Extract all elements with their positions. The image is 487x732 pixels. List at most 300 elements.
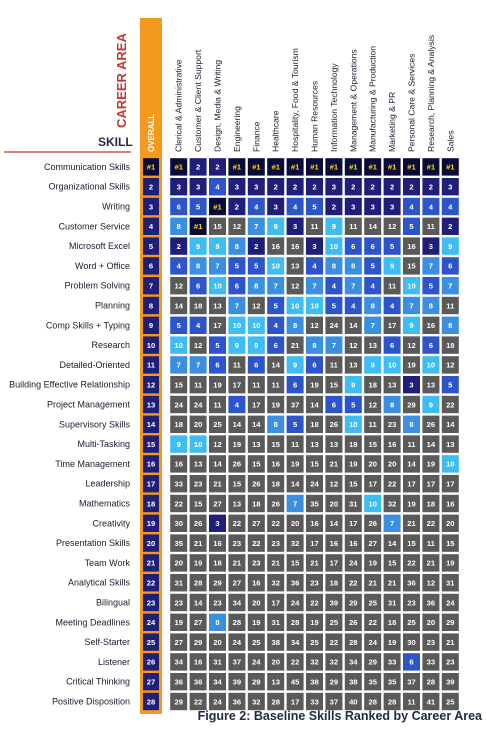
rank-value: 26 bbox=[368, 519, 377, 529]
rank-value: 5 bbox=[254, 261, 259, 271]
rank-value: 12 bbox=[290, 281, 300, 291]
skill-label: Listener bbox=[97, 656, 130, 667]
rank-value: 5 bbox=[409, 222, 414, 232]
rank-value: 3 bbox=[428, 241, 434, 251]
rank-value: 12 bbox=[252, 301, 261, 311]
rank-value: 21 bbox=[426, 558, 436, 568]
rank-value: 9 bbox=[292, 360, 298, 370]
rank-value: 15 bbox=[290, 558, 300, 568]
rank-value: 21 bbox=[193, 538, 203, 548]
rank-value: 24 bbox=[368, 637, 377, 647]
rank-value: 29 bbox=[446, 618, 455, 628]
rank-value: 7 bbox=[389, 519, 395, 529]
rank-value: 28 bbox=[426, 677, 436, 687]
rank-value: 15 bbox=[271, 439, 280, 449]
rank-value: 8 bbox=[370, 301, 375, 311]
rank-value: 20 bbox=[213, 637, 222, 647]
rank-value: 13 bbox=[446, 439, 455, 449]
rank-value: 7 bbox=[234, 301, 240, 311]
rank-value: 19 bbox=[271, 400, 280, 410]
rank-value: 10 bbox=[193, 439, 203, 449]
rank-value: 15 bbox=[407, 261, 416, 271]
rank-value: 13 bbox=[349, 360, 358, 370]
rank-value: 21 bbox=[407, 519, 416, 529]
rank-value: 36 bbox=[193, 677, 203, 687]
rank-value: 28 bbox=[349, 637, 358, 647]
rank-value: 15 bbox=[446, 538, 455, 548]
rank-value: 32 bbox=[310, 657, 319, 667]
rank-value: 3 bbox=[409, 380, 414, 390]
rank-value: 14 bbox=[232, 420, 242, 430]
rank-value: 29 bbox=[368, 657, 377, 667]
rank-value: 26 bbox=[252, 479, 261, 489]
rank-value: 18 bbox=[426, 499, 436, 509]
column-header: Customer & Client Support bbox=[193, 49, 204, 152]
skill-label: Word + Office bbox=[75, 260, 130, 271]
rank-value: 10 bbox=[290, 301, 300, 311]
rank-value: 22 bbox=[271, 519, 280, 529]
rank-value: 6 bbox=[254, 360, 259, 370]
rank-value: 20 bbox=[368, 459, 377, 469]
rank-value: 45 bbox=[290, 677, 300, 687]
rank-value: 37 bbox=[329, 697, 339, 707]
rank-value: 16 bbox=[407, 241, 416, 251]
rank-value: 16 bbox=[290, 241, 300, 251]
rank-value: 29 bbox=[174, 697, 183, 707]
rank-value: 5 bbox=[428, 281, 434, 291]
rank-value: 4 bbox=[389, 301, 395, 311]
rank-value: 17 bbox=[446, 479, 455, 489]
rank-value: #1 bbox=[174, 162, 183, 172]
rank-value: 7 bbox=[254, 222, 259, 232]
rank-value: 19 bbox=[252, 618, 261, 628]
rank-value: 32 bbox=[387, 499, 397, 509]
rank-value: 5 bbox=[351, 400, 356, 410]
column-header-layer bbox=[174, 35, 456, 152]
rank-value: 32 bbox=[271, 578, 280, 588]
rank-value: 12 bbox=[349, 340, 358, 350]
rank-value: 25 bbox=[329, 618, 339, 628]
rank-value: 12 bbox=[193, 340, 203, 350]
rank-value: 37 bbox=[407, 677, 416, 687]
rank-value: 20 bbox=[174, 558, 183, 568]
rank-value: 11 bbox=[194, 380, 203, 390]
rank-value: 28 bbox=[232, 618, 242, 628]
rank-value: 21 bbox=[271, 558, 280, 568]
rank-value: 18 bbox=[368, 380, 377, 390]
rank-value: 13 bbox=[387, 380, 397, 390]
rank-value: 17 bbox=[387, 321, 397, 331]
skill-label: Detailed-Oriented bbox=[59, 359, 130, 370]
rank-value: 24 bbox=[290, 598, 300, 608]
rank-value: 19 bbox=[407, 360, 416, 370]
rank-value: 16 bbox=[271, 459, 280, 469]
rank-value: 29 bbox=[213, 578, 222, 588]
rank-value: 3 bbox=[292, 222, 298, 232]
rank-value: 16 bbox=[349, 538, 358, 548]
rank-value: #1 bbox=[193, 222, 203, 232]
rank-value: 3 bbox=[195, 182, 201, 192]
skill-label: Analytical Skills bbox=[67, 577, 130, 588]
rank-value: 10 bbox=[329, 241, 339, 251]
rank-value: 28 bbox=[368, 697, 377, 707]
rank-value: 15 bbox=[232, 479, 242, 489]
rank-value: 19 bbox=[310, 618, 319, 628]
rank-value: 6 bbox=[331, 400, 337, 410]
rank-value: 13 bbox=[271, 677, 280, 687]
column-header: Manufacturing & Production bbox=[367, 45, 378, 152]
overall-rank-value: 2 bbox=[148, 182, 154, 192]
rank-value: 6 bbox=[428, 340, 434, 350]
rank-value: 2 bbox=[389, 182, 395, 192]
skill-label: Self-Starter bbox=[84, 637, 130, 648]
rank-value: 21 bbox=[290, 340, 300, 350]
rank-value: 14 bbox=[193, 598, 203, 608]
rank-value: 14 bbox=[310, 400, 319, 410]
skill-label: Meeting Deadlines bbox=[55, 617, 130, 628]
skill-label: Customer Service bbox=[58, 221, 130, 232]
rank-value: 25 bbox=[446, 697, 455, 707]
career-area-title: CAREER AREA bbox=[114, 33, 129, 128]
rank-value: 39 bbox=[446, 677, 455, 687]
rank-value: 4 bbox=[176, 261, 181, 271]
rank-value: 9 bbox=[428, 400, 434, 410]
rank-value: 31 bbox=[271, 618, 280, 628]
rank-value: 11 bbox=[213, 400, 222, 410]
rank-value: 19 bbox=[174, 618, 183, 628]
rank-value: 11 bbox=[446, 301, 455, 311]
rank-value: 36 bbox=[232, 697, 242, 707]
rank-value: 7 bbox=[370, 321, 375, 331]
rank-value: 5 bbox=[370, 261, 375, 271]
rank-value: 4 bbox=[215, 182, 220, 192]
overall-rank-value: 10 bbox=[146, 340, 156, 350]
rank-value: 14 bbox=[271, 360, 280, 370]
skill-label: Planning bbox=[94, 300, 130, 311]
column-header: Research, Planning & Analysis bbox=[425, 34, 436, 152]
rank-value: 33 bbox=[310, 697, 319, 707]
rank-value: 19 bbox=[387, 637, 397, 647]
rank-value: #1 bbox=[232, 162, 242, 172]
rank-value: 3 bbox=[176, 182, 181, 192]
column-header: Healthcare bbox=[270, 110, 281, 152]
skill-label: Presentation Skills bbox=[55, 538, 130, 549]
rank-value: 5 bbox=[273, 301, 278, 311]
rank-value: 15 bbox=[252, 459, 261, 469]
rank-value: #1 bbox=[252, 162, 261, 172]
rank-value: 11 bbox=[407, 439, 416, 449]
rank-value: 11 bbox=[426, 538, 435, 548]
rank-value: 2 bbox=[234, 202, 240, 212]
rank-value: 25 bbox=[252, 637, 261, 647]
rank-value: 21 bbox=[310, 558, 319, 568]
rank-value: 4 bbox=[370, 281, 375, 291]
rank-value: 2 bbox=[254, 241, 259, 251]
rank-value: 3 bbox=[351, 202, 356, 212]
rank-value: 8 bbox=[195, 261, 201, 271]
rank-value: 19 bbox=[349, 459, 358, 469]
rank-value: 4 bbox=[448, 202, 453, 212]
rank-value: 6 bbox=[370, 241, 375, 251]
rank-value: 6 bbox=[389, 340, 395, 350]
rank-value: 29 bbox=[193, 637, 203, 647]
skill-label: Creativity bbox=[92, 518, 130, 529]
rank-value: 25 bbox=[213, 420, 222, 430]
rank-value: 14 bbox=[329, 519, 339, 529]
rank-value: 13 bbox=[426, 380, 436, 390]
heatmap-grid bbox=[143, 158, 459, 710]
rank-value: 18 bbox=[349, 439, 358, 449]
rank-value: 2 bbox=[176, 241, 181, 251]
rank-value: 28 bbox=[271, 697, 280, 707]
rank-value: 8 bbox=[215, 618, 220, 628]
rank-value: 4 bbox=[428, 202, 434, 212]
rank-value: 7 bbox=[215, 261, 220, 271]
rank-value: 7 bbox=[448, 281, 453, 291]
rank-value: 23 bbox=[232, 538, 242, 548]
rank-value: 26 bbox=[232, 459, 242, 469]
rank-value: 15 bbox=[329, 380, 339, 390]
overall-rank-value: 6 bbox=[148, 261, 154, 271]
rank-value: 19 bbox=[310, 380, 319, 390]
rank-value: 38 bbox=[349, 677, 358, 687]
rank-value: 16 bbox=[446, 499, 455, 509]
overall-rank-value: #1 bbox=[146, 162, 156, 172]
rank-value: 33 bbox=[174, 479, 183, 489]
rank-value: 16 bbox=[387, 439, 397, 449]
rank-value: 12 bbox=[213, 439, 222, 449]
rank-value: 2 bbox=[312, 182, 317, 192]
rank-value: 27 bbox=[174, 637, 183, 647]
rank-value: 18 bbox=[213, 558, 222, 568]
rank-value: 2 bbox=[448, 222, 453, 232]
rank-value: 16 bbox=[252, 578, 261, 588]
rank-value: 11 bbox=[232, 360, 241, 370]
rank-value: 12 bbox=[426, 578, 436, 588]
rank-value: 23 bbox=[252, 558, 261, 568]
rank-value: 22 bbox=[252, 538, 261, 548]
rank-value: 34 bbox=[232, 598, 242, 608]
skill-label: Problem Solving bbox=[64, 280, 130, 291]
skill-labels bbox=[9, 162, 130, 707]
rank-value: 15 bbox=[387, 558, 397, 568]
rank-value: 18 bbox=[271, 479, 280, 489]
rank-value: 2 bbox=[215, 162, 220, 172]
rank-value: 26 bbox=[271, 499, 280, 509]
rank-value: 29 bbox=[329, 677, 339, 687]
rank-value: 13 bbox=[310, 439, 319, 449]
rank-value: #1 bbox=[407, 162, 416, 172]
rank-value: 11 bbox=[271, 380, 280, 390]
rank-value: 11 bbox=[349, 222, 358, 232]
rank-value: #1 bbox=[310, 162, 319, 172]
rank-value: 11 bbox=[252, 380, 261, 390]
rank-value: 7 bbox=[273, 281, 278, 291]
rank-value: 41 bbox=[426, 697, 436, 707]
rank-value: 37 bbox=[232, 657, 242, 667]
rank-value: 22 bbox=[310, 598, 319, 608]
rank-value: 22 bbox=[446, 400, 455, 410]
rank-value: 39 bbox=[232, 677, 242, 687]
rank-value: 22 bbox=[387, 479, 397, 489]
rank-value: 34 bbox=[290, 637, 300, 647]
rank-value: 5 bbox=[292, 420, 298, 430]
rank-value: 28 bbox=[193, 578, 203, 588]
rank-value: 14 bbox=[446, 420, 455, 430]
rank-value: 21 bbox=[232, 558, 242, 568]
rank-value: 14 bbox=[407, 459, 416, 469]
rank-value: 10 bbox=[387, 360, 397, 370]
rank-value: 19 bbox=[426, 459, 436, 469]
rank-value: 7 bbox=[409, 301, 414, 311]
rank-value: 6 bbox=[273, 340, 278, 350]
rank-value: 29 bbox=[407, 400, 416, 410]
overall-rank-value: 9 bbox=[148, 321, 154, 331]
rank-value: 5 bbox=[234, 261, 240, 271]
rank-value: 22 bbox=[193, 697, 203, 707]
rank-value: 36 bbox=[407, 578, 416, 588]
rank-value: 27 bbox=[232, 578, 242, 588]
rank-value: 7 bbox=[312, 281, 317, 291]
rank-value: 39 bbox=[329, 598, 339, 608]
rank-value: 15 bbox=[213, 222, 222, 232]
rank-value: 2 bbox=[195, 162, 201, 172]
rank-value: 20 bbox=[193, 420, 203, 430]
rank-value: #1 bbox=[271, 162, 280, 172]
rank-value: 2 bbox=[292, 182, 298, 192]
rank-value: 23 bbox=[446, 657, 455, 667]
rank-value: 24 bbox=[174, 400, 183, 410]
rank-value: 22 bbox=[174, 499, 183, 509]
rank-value: 22 bbox=[426, 519, 436, 529]
rank-value: 17 bbox=[252, 400, 261, 410]
rank-value: 18 bbox=[446, 340, 455, 350]
rank-value: 17 bbox=[368, 479, 377, 489]
rank-value: 8 bbox=[409, 420, 414, 430]
skill-axis-title: SKILL bbox=[98, 135, 133, 149]
rank-value: 3 bbox=[273, 202, 278, 212]
rank-value: 22 bbox=[290, 657, 300, 667]
rank-value: 15 bbox=[407, 538, 416, 548]
skill-label: Team Work bbox=[84, 557, 130, 568]
rank-value: 36 bbox=[290, 578, 300, 588]
rank-value: 9 bbox=[273, 222, 278, 232]
rank-value: 6 bbox=[195, 281, 201, 291]
rank-value: 18 bbox=[174, 420, 183, 430]
rank-value: 9 bbox=[331, 222, 337, 232]
rank-value: 19 bbox=[290, 459, 300, 469]
rank-value: 34 bbox=[349, 657, 358, 667]
rank-value: 27 bbox=[213, 499, 222, 509]
overall-rank-value: 22 bbox=[146, 578, 156, 588]
rank-value: 3 bbox=[234, 182, 240, 192]
rank-value: 25 bbox=[310, 637, 319, 647]
rank-value: 9 bbox=[351, 380, 356, 390]
rank-value: 10 bbox=[446, 459, 455, 469]
rank-value: 36 bbox=[174, 677, 183, 687]
rank-value: 5 bbox=[389, 241, 395, 251]
rank-value: 14 bbox=[426, 439, 436, 449]
rank-value: 15 bbox=[310, 459, 319, 469]
rank-value: 21 bbox=[446, 637, 455, 647]
rank-value: 30 bbox=[407, 637, 416, 647]
rank-value: 35 bbox=[310, 499, 319, 509]
rank-value: 10 bbox=[407, 281, 416, 291]
rank-value: 29 bbox=[349, 598, 358, 608]
rank-value: 14 bbox=[174, 301, 183, 311]
rank-value: 7 bbox=[351, 281, 356, 291]
rank-value: 34 bbox=[174, 657, 183, 667]
rank-value: 17 bbox=[310, 538, 319, 548]
rank-value: 5 bbox=[195, 202, 201, 212]
rank-value: 29 bbox=[252, 677, 261, 687]
rank-value: 5 bbox=[331, 301, 337, 311]
rank-value: 13 bbox=[193, 459, 203, 469]
rank-value: 35 bbox=[387, 677, 397, 687]
overall-rank-value: 25 bbox=[146, 637, 156, 647]
rank-value: 8 bbox=[273, 420, 278, 430]
overall-rank-value: 27 bbox=[146, 677, 156, 687]
overall-rank-value: 13 bbox=[146, 400, 156, 410]
rank-value: 12 bbox=[174, 281, 183, 291]
rank-value: 22 bbox=[349, 578, 358, 588]
rank-value: 15 bbox=[349, 479, 358, 489]
skill-label: Organizational Skills bbox=[48, 181, 130, 192]
rank-value: 19 bbox=[213, 380, 222, 390]
rank-value: 18 bbox=[387, 618, 397, 628]
rank-value: 5 bbox=[448, 380, 453, 390]
rank-value: 27 bbox=[252, 519, 261, 529]
skill-label: Mathematics bbox=[78, 498, 130, 509]
overall-rank-value: 3 bbox=[148, 202, 154, 212]
rank-value: 13 bbox=[232, 499, 242, 509]
rank-value: 19 bbox=[232, 439, 242, 449]
rank-value: 23 bbox=[387, 420, 397, 430]
rank-value: 8 bbox=[176, 222, 181, 232]
overall-rank-value: 4 bbox=[148, 222, 154, 232]
skill-label: Leadership bbox=[85, 478, 130, 489]
overall-rank-value: 15 bbox=[146, 439, 156, 449]
skill-label: Bilingual bbox=[95, 597, 130, 608]
rank-value: 17 bbox=[407, 479, 416, 489]
rank-value: 9 bbox=[234, 340, 240, 350]
rank-value: 20 bbox=[426, 618, 436, 628]
rank-value: 4 bbox=[312, 261, 317, 271]
rank-value: 7 bbox=[195, 360, 201, 370]
rank-value: 12 bbox=[232, 222, 242, 232]
rank-value: 4 bbox=[292, 202, 298, 212]
rank-value: 12 bbox=[446, 360, 455, 370]
rank-value: 31 bbox=[349, 499, 358, 509]
rank-value: 9 bbox=[370, 360, 375, 370]
rank-value: 27 bbox=[193, 618, 203, 628]
rank-value: 20 bbox=[271, 657, 280, 667]
rank-value: 4 bbox=[234, 400, 240, 410]
rank-value: 3 bbox=[448, 182, 453, 192]
rank-value: 35 bbox=[368, 677, 377, 687]
overall-rank-value: 23 bbox=[146, 598, 156, 608]
rank-value: 2 bbox=[409, 182, 414, 192]
rank-value: 6 bbox=[448, 261, 453, 271]
rank-value: 8 bbox=[331, 261, 337, 271]
rank-value: 10 bbox=[426, 360, 436, 370]
rank-value: 9 bbox=[254, 340, 259, 350]
rank-value: #1 bbox=[446, 162, 455, 172]
rank-value: 17 bbox=[349, 519, 358, 529]
rank-value: 12 bbox=[329, 479, 339, 489]
rank-value: #1 bbox=[426, 162, 436, 172]
rank-value: 14 bbox=[252, 420, 261, 430]
